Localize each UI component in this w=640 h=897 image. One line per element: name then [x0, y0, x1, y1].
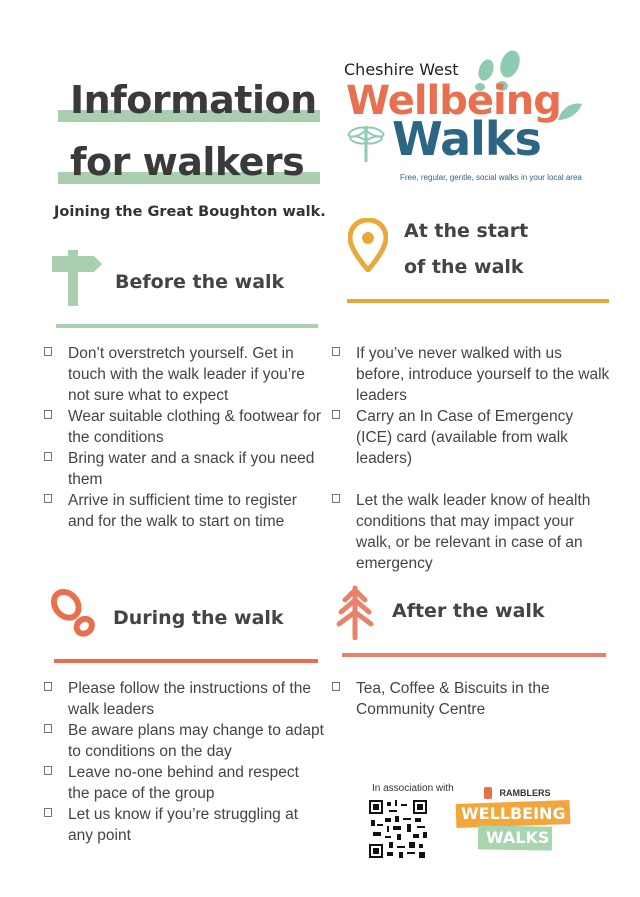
signpost-icon [52, 244, 102, 306]
logo-walks: Walks [392, 112, 541, 166]
location-pin-icon [348, 218, 388, 272]
section-rule-before [56, 324, 318, 328]
badge-line-2: WALKS [486, 828, 550, 847]
checkbox-icon [332, 682, 340, 691]
checkbox-icon [44, 766, 52, 775]
association-text: In association with [372, 783, 454, 794]
ramblers-logo [484, 784, 550, 800]
list-item: Tea, Coffee & Biscuits in the Community Centre [330, 678, 610, 720]
tree-icon [335, 584, 375, 640]
page-subtitle: Joining the Great Boughton walk. [54, 204, 326, 220]
ramblers-text: RAMBLERS [499, 787, 551, 798]
before-list [42, 343, 324, 532]
checkbox-icon [332, 494, 340, 503]
logo-tagline: Free, regular, gentle, social walks in your local area [400, 173, 582, 182]
checkbox-icon [44, 682, 52, 691]
wellbeing-walks-badge [456, 802, 570, 852]
list-item: Bring water and a snack if you need them [42, 448, 324, 490]
during-list [42, 678, 324, 846]
list-item: Let us know if you’re struggling at any point [42, 804, 324, 846]
checkbox-icon [44, 724, 52, 733]
list-item: Carry an In Case of Emergency (ICE) card (available from walk leaders) [330, 406, 610, 469]
list-item: Don’t overstretch yourself. Get in touch with the walk leader if you’re not sure what to expect [42, 343, 324, 406]
checkbox-icon [332, 347, 340, 356]
section-title-start-1: At the start [404, 220, 529, 242]
section-title-during: During the walk [113, 607, 284, 629]
checkbox-icon [332, 410, 340, 419]
checkbox-icon [44, 494, 52, 503]
logo-cheshire-west: Cheshire West [344, 60, 459, 79]
leaf-icon [556, 100, 584, 124]
ramblers-icon [484, 787, 492, 799]
list-item: Leave no-one behind and respect the pace of the group [42, 762, 324, 804]
list-item: Be aware plans may change to adapt to conditions on the day [42, 720, 324, 762]
list-item: If you’ve never walked with us before, introduce yourself to the walk leaders [330, 343, 610, 406]
section-title-start-2: of the walk [404, 256, 524, 278]
start-list [330, 343, 610, 574]
page-title-line-2: for walkers [70, 140, 305, 184]
section-title-before: Before the walk [115, 271, 285, 293]
wellbeing-walks-logo [340, 48, 620, 188]
section-rule-start [347, 299, 609, 303]
badge-line-1: WELLBEING [461, 804, 566, 823]
list-item: Arrive in sufficient time to register and for the walk to start on time [42, 490, 324, 532]
list-item: Please follow the instructions of the walk leaders [42, 678, 324, 720]
qr-code[interactable] [369, 800, 427, 858]
section-rule-after [342, 653, 606, 657]
after-list [330, 678, 610, 720]
checkbox-icon [44, 808, 52, 817]
list-item: Wear suitable clothing & footwear for the conditions [42, 406, 324, 448]
logo-wellbeing: Wellbeing [346, 78, 561, 124]
section-title-after: After the walk [392, 600, 545, 622]
section-rule-during [54, 659, 318, 663]
dragonfly-icon [346, 120, 386, 164]
checkbox-icon [44, 347, 52, 356]
checkbox-icon [44, 452, 52, 461]
checkbox-icon [44, 410, 52, 419]
list-item: Let the walk leader know of health conditions that may impact your walk, or be relevant in case of an emergency [330, 490, 610, 574]
footprint-icon [44, 584, 104, 644]
page-title-line-1: Information [70, 78, 317, 122]
